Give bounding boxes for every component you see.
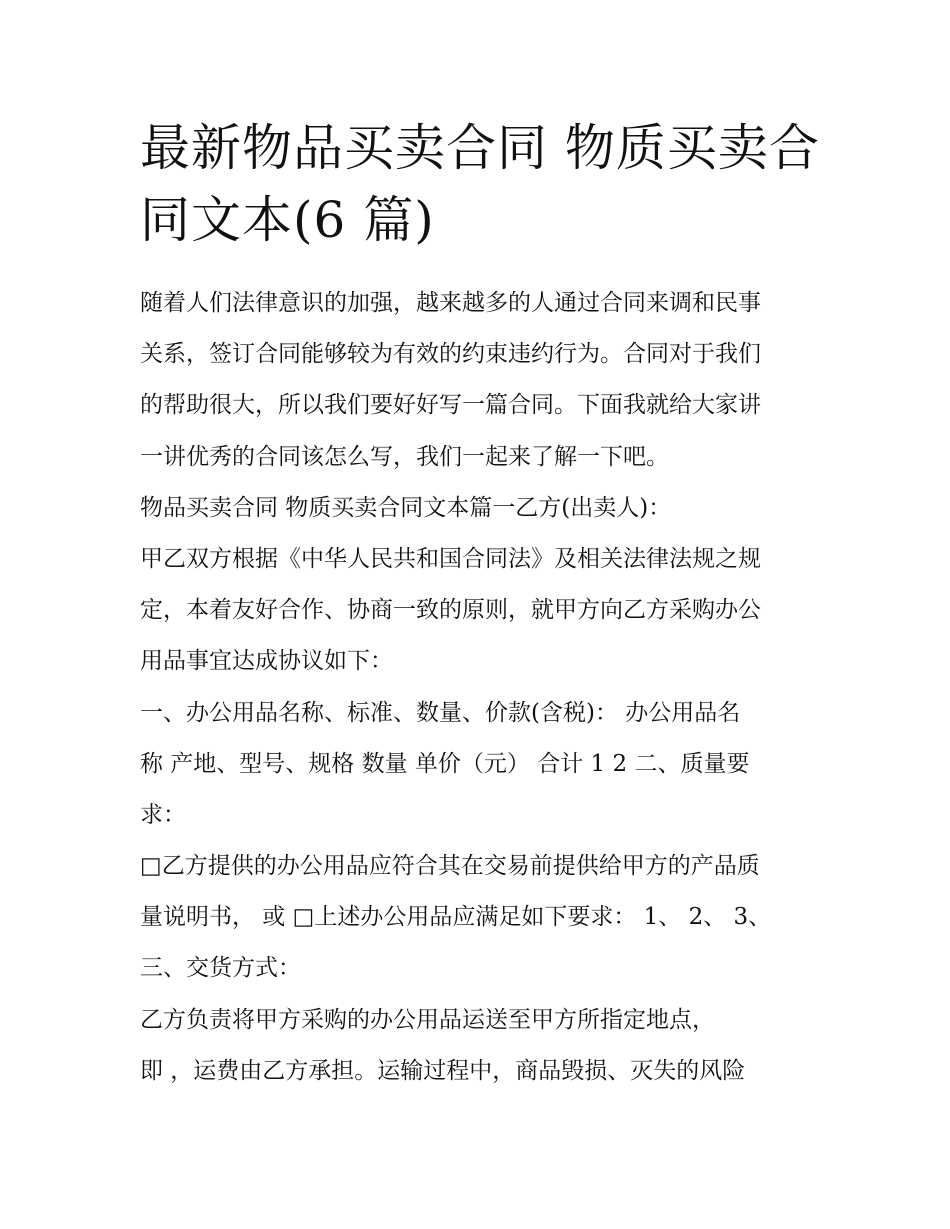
body-line: 定，本着友好合作、协商一致的原则，就甲方向乙方采购办公 (140, 597, 761, 624)
body-line: 三、交货方式： (140, 955, 301, 982)
title-line: 最新物品买卖合同 物质买卖合 (140, 119, 820, 177)
body-line: 即 ，运费由乙方承担。运输过程中，商品毁损、灭失的风险 (140, 1057, 746, 1084)
body-line: 关系，签订合同能够较为有效的约束违约行为。合同对于我们 (140, 341, 761, 368)
body-line: 用品事宜达成协议如下： (140, 648, 393, 675)
body-line: 乙方负责将甲方采购的办公用品运送至甲方所指定地点， (140, 1006, 715, 1033)
body-line: 一、办公用品名称、标准、数量、价款(含税)： 办公用品名 (140, 699, 741, 726)
body-line: 量说明书， 或 □上述办公用品应满足如下要求： 1、 2、 3、 (140, 904, 772, 931)
document-title (140, 112, 820, 256)
body-line: 甲乙双方根据《中华人民共和国合同法》及相关法律法规之规 (140, 545, 761, 572)
body-line: 求： (140, 801, 186, 828)
body-line: 随着人们法律意识的加强，越来越多的人通过合同来调和民事 (140, 290, 761, 316)
body-line: 的帮助很大，所以我们要好好写一篇合同。下面我就给大家讲 (140, 392, 761, 419)
title-line: 同文本(6 篇) (140, 191, 435, 249)
body-line: 物品买卖合同 物质买卖合同文本篇一乙方(出卖人)： (140, 494, 672, 521)
body-line: □乙方提供的办公用品应符合其在交易前提供给甲方的产品质 (140, 853, 760, 880)
body-line: 一讲优秀的合同该怎么写，我们一起来了解一下吧。 (140, 443, 669, 470)
body-line: 称 产地、型号、规格 数量 单价（元） 合计 1 2 二、质量要 (140, 750, 750, 777)
document-body (140, 278, 820, 1097)
